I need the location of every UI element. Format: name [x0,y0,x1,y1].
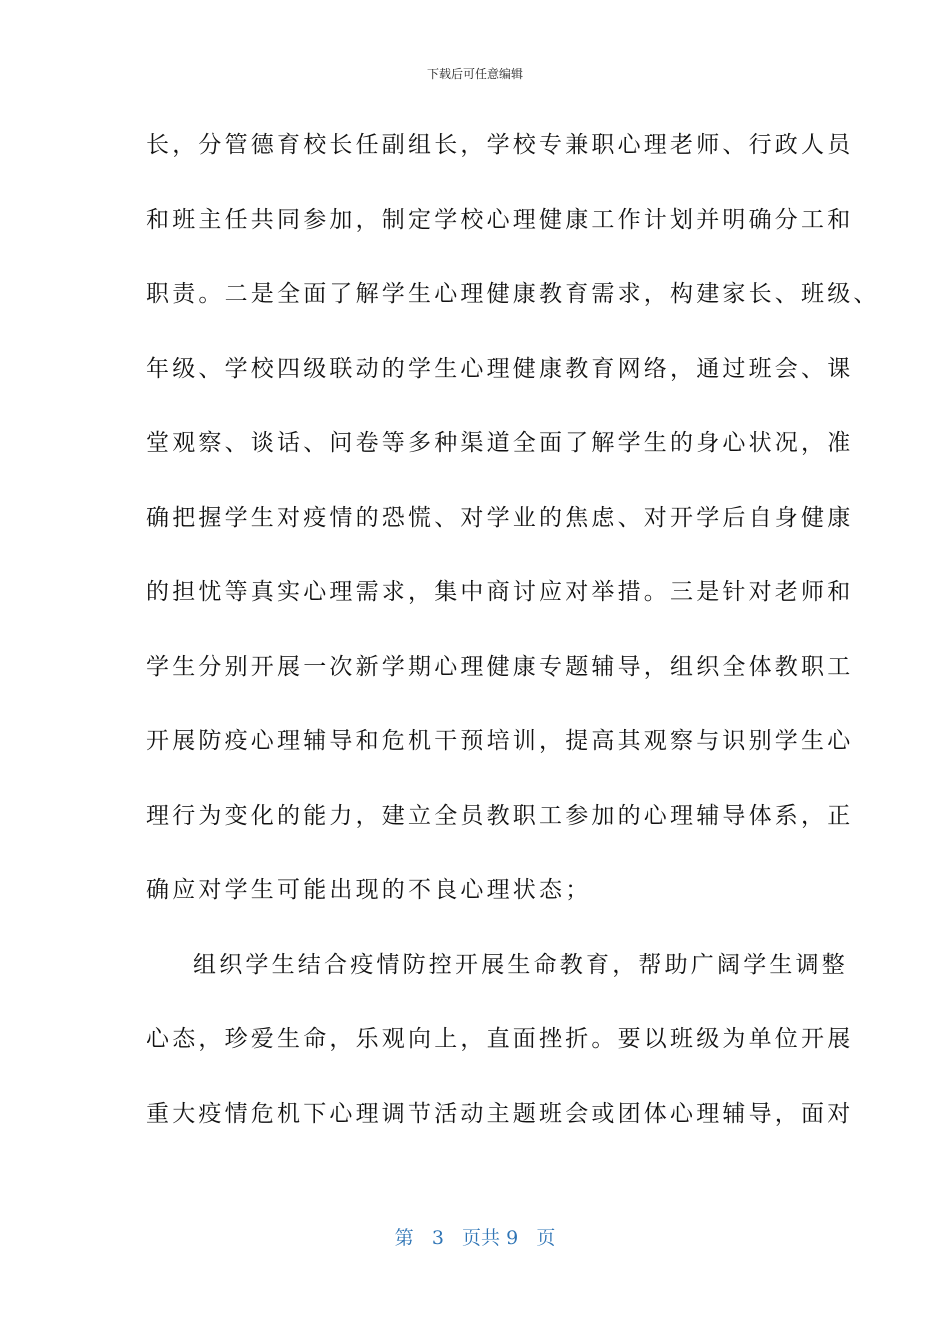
footer-suffix: 页 [536,1227,556,1249]
paragraph-line: 开展防疫心理辅导和危机干预培训，提高其观察与识别学生心 [146,728,854,754]
paragraph-line: 的担忧等真实心理需求，集中商讨应对举措。三是针对老师和 [146,579,854,605]
paragraph-line: 和班主任共同参加，制定学校心理健康工作计划并明确分工和 [146,206,854,233]
paragraph-line: 理行为变化的能力，建立全员教职工参加的心理辅导体系，正 [146,802,854,829]
footer-middle: 页共 [462,1227,501,1249]
page-header: 下载后可任意编辑 [426,67,523,81]
paragraph-line: 学生分别开展一次新学期心理健康专题辅导，组织全体教职工 [146,653,854,680]
page-footer [0,1226,950,1250]
body-text [146,120,880,1163]
paragraph-line: 年级、学校四级联动的学生心理健康教育网络，通过班会、课 [146,355,854,382]
paragraph-line: 心态，珍爱生命，乐观向上，直面挫折。要以班级为单位开展 [146,1026,854,1052]
total-pages-number: 9 [506,1227,519,1249]
paragraph-line: 堂观察、谈话、问卷等多种渠道全面了解学生的身心状况，准 [146,430,854,456]
paragraph-line: 重大疫情危机下心理调节活动主题班会或团体心理辅导，面对 [146,1100,854,1127]
paragraph-line: 确把握学生对疫情的恐慌、对学业的焦虑、对开学后自身健康 [146,504,854,531]
paragraph-line: 长，分管德育校长任副组长，学校专兼职心理老师、行政人员 [146,132,854,158]
paragraph-line: 组织学生结合疫情防控开展生命教育，帮助广阔学生调整 [193,951,848,978]
paragraph-line: 职责。二是全面了解学生心理健康教育需求，构建家长、班级、 [146,281,880,307]
current-page-number: 3 [431,1227,444,1249]
footer-prefix: 第 [394,1227,414,1249]
paragraph-line: 确应对学生可能出现的不良心理状态； [146,877,592,903]
